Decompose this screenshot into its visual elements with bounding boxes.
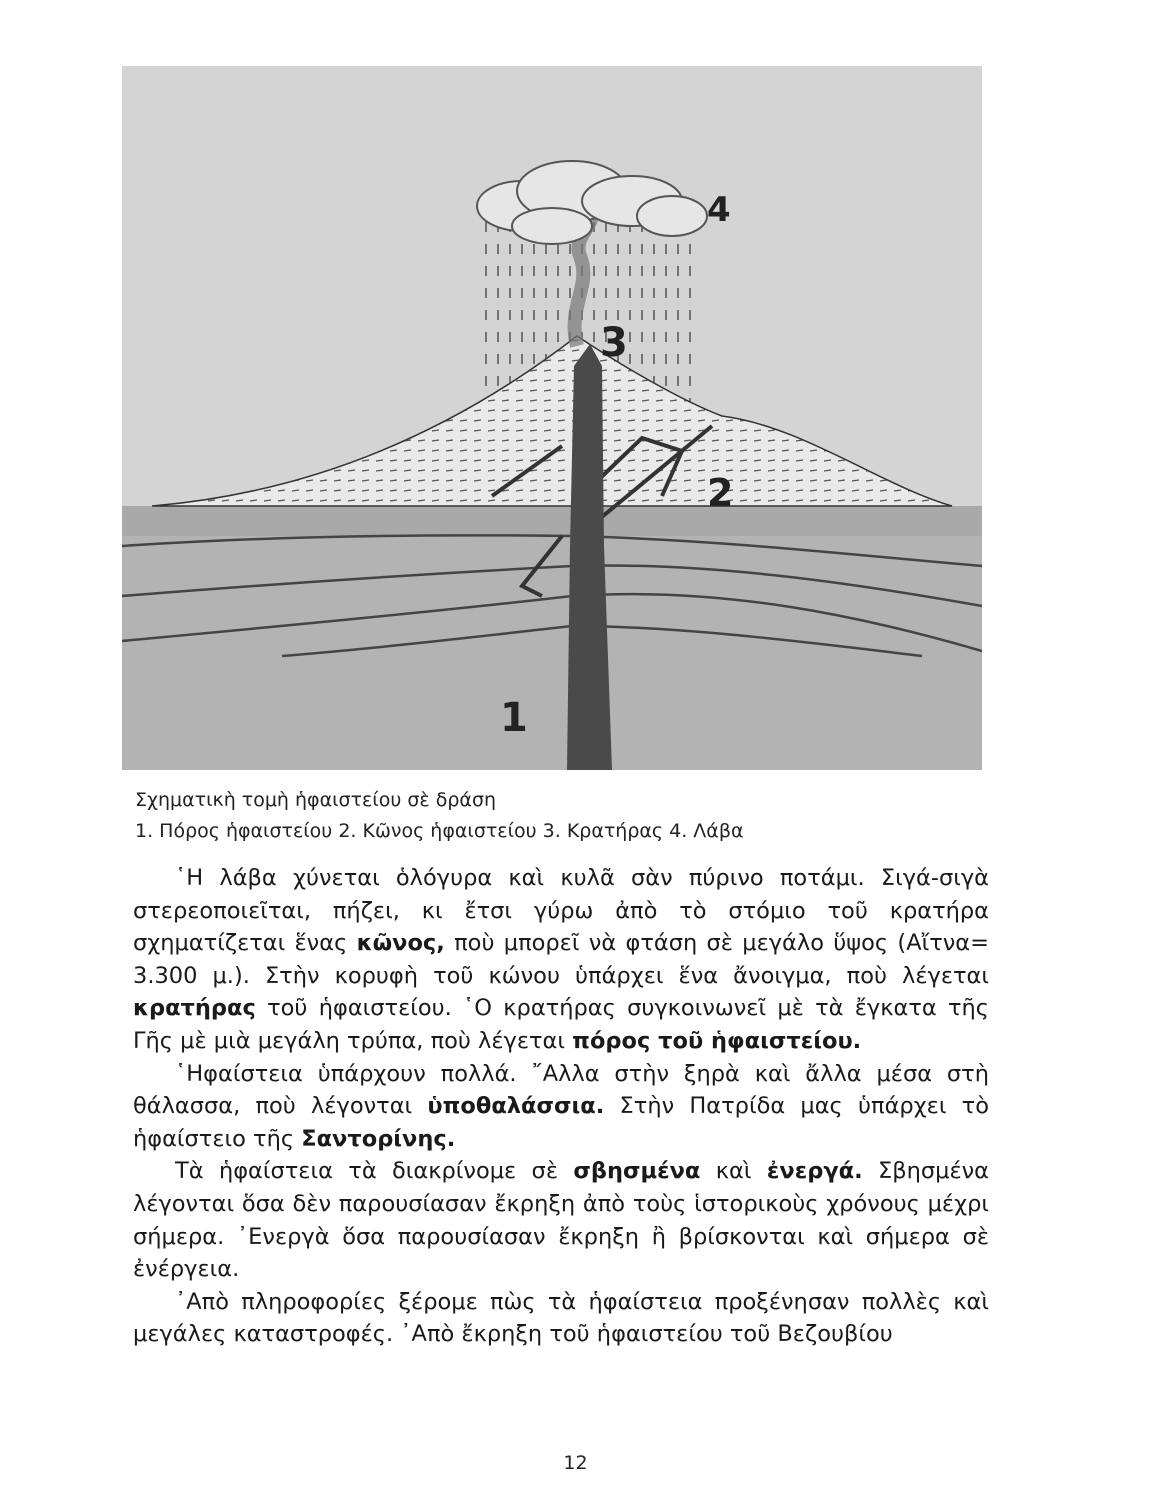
paragraph-3 [133, 1155, 989, 1285]
text-span: τοῦ ἡφαιστείου. ῾Ο κρατήρας συγκοινωνεῖ μὲ τὰ ἔγκατα τῆς Γῆς μὲ μιὰ μεγάλη τρύπα, ποὺ λέγεται [133, 995, 989, 1054]
term-santorini: Σαντορίνης. [301, 1125, 456, 1152]
text-span: Στὴν Πατρίδα μας ὑπάρχει τὸ ἡφαίστειο τῆς [133, 1093, 989, 1152]
term-extinct: σβησμένα [573, 1158, 701, 1185]
term-active: ἐνεργά. [766, 1158, 863, 1185]
term-crater: κρατήρας [133, 995, 256, 1022]
label-vent: 1 [500, 695, 528, 741]
label-lava: 4 [707, 190, 731, 230]
volcano-cross-section-figure [122, 66, 982, 770]
text-span: ποὺ μπορεῖ νὰ φτάση σὲ μεγάλο ὕψος (Αἴτνα= 3.300 μ.). Στὴν κορυφὴ τοῦ κώνου ὑπάρχει ἕνα ἄνοιγμα, ποὺ λέγεται [133, 930, 989, 989]
term-cone: κῶνος, [356, 930, 445, 957]
page-number: 12 [563, 1452, 588, 1474]
body-text [133, 862, 989, 1351]
text-span: καὶ [700, 1158, 767, 1185]
paragraph-1 [133, 862, 989, 1058]
figure-caption-title: Σχηματικὴ τομὴ ἡφαιστείου σὲ δράση [135, 789, 497, 811]
term-submarine: ὑποθαλάσσια. [427, 1093, 605, 1120]
label-crater: 3 [600, 320, 628, 366]
text-span: ῾Ηφαίστεια ὑπάρχουν πολλά. ῎Αλλα στὴν ξηρὰ καὶ ἄλλα μέσα στὴ θάλασσα, ποὺ λέγονται [133, 1060, 989, 1120]
figure-caption-legend: 1. Πόρος ἡφαιστείου 2. Κῶνος ἡφαιστείου 3. Κρατήρας 4. Λάβα [135, 820, 744, 842]
text-span: Σβησμένα λέγονται ὅσα δὲν παρουσίασαν ἔκρηξη ἀπὸ τοὺς ἱστορικοὺς χρόνους μέχρι σήμερα. ᾿Ενεργὰ ὅσα παρουσίασαν ἔκρηξη ἢ βρίσκονται καὶ σήμερα σὲ ἐνέργεια. [133, 1158, 990, 1283]
text-span: ῾Η λάβα χύνεται ὁλόγυρα καὶ κυλᾶ σὰν πύρινο ποτάμι. Σιγά-σιγὰ στερεοποιεῖται, πήζει, κι ἔτσι γύρω ἀπὸ τὸ στόμιο τοῦ κρατήρα σχηματίζεται ἕνας [133, 865, 989, 957]
paragraph-2 [133, 1058, 989, 1156]
term-vent: πόρος τοῦ ἡφαιστείου. [572, 1027, 862, 1054]
paragraph-4 [133, 1286, 989, 1351]
text-span: Τὰ ἡφαίστεια τὰ διακρίνομε σὲ [175, 1158, 574, 1185]
label-cone: 2 [707, 471, 734, 515]
text-span: ᾿Απὸ πληροφορίες ξέρομε πὼς τὰ ἡφαίστεια προξένησαν πολλὲς καὶ μεγάλες καταστροφές. ᾿Απὸ ἔκρηξη τοῦ ἡφαιστείου τοῦ Βεζουβίου [133, 1288, 989, 1348]
volcano-drawing [122, 66, 982, 770]
